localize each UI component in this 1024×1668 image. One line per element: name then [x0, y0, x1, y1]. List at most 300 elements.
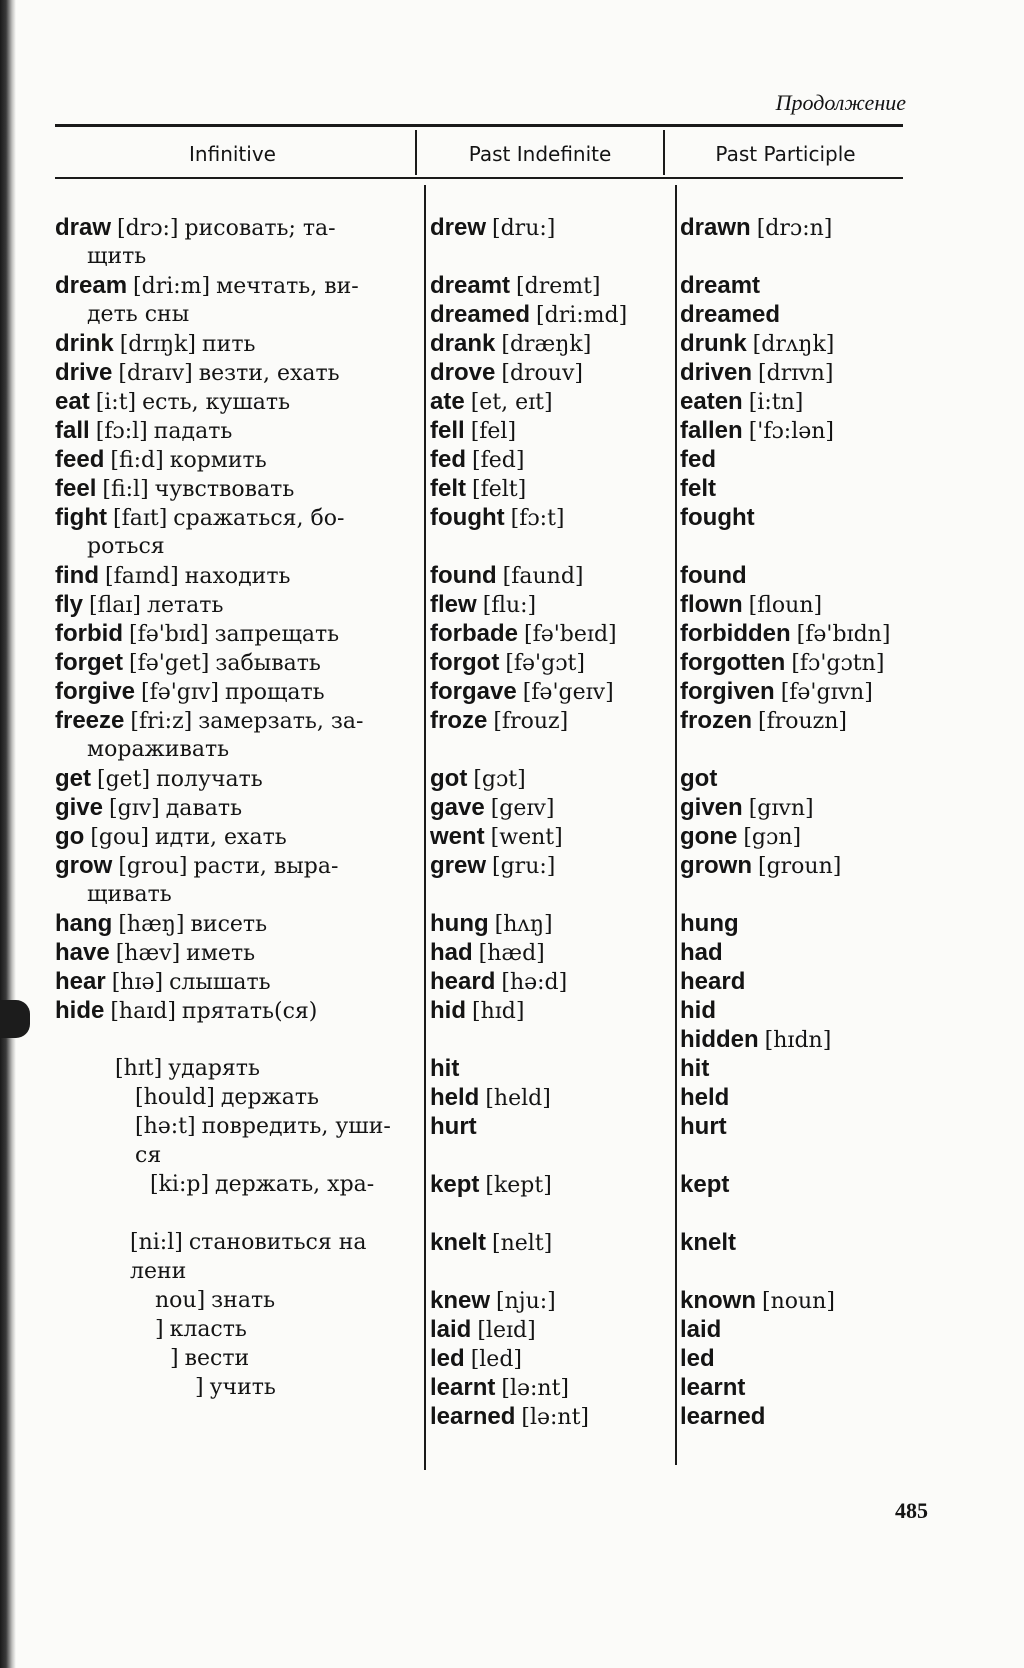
column-divider-2: [663, 130, 665, 175]
verb-form: led: [430, 1345, 465, 1372]
verb-form: hurt: [680, 1113, 727, 1140]
table-row: [680, 1402, 910, 1431]
table-row: [430, 1344, 670, 1373]
verb-form: drove: [430, 359, 496, 386]
translation: держать, хра-: [215, 1172, 375, 1197]
verb-form: forgotten: [680, 649, 786, 676]
table-row: [680, 1054, 910, 1083]
table-row: [430, 213, 670, 242]
table-row: [430, 1112, 670, 1141]
table-row: [680, 1315, 910, 1344]
table-row: [680, 793, 910, 822]
transcription: [ki:p]: [150, 1172, 210, 1197]
transcription: nou]: [155, 1288, 206, 1313]
transcription: [nelt]: [492, 1231, 553, 1256]
transcription: [frouz]: [493, 709, 569, 734]
table-row: [430, 648, 670, 677]
table-row: [680, 358, 910, 387]
table-row: [430, 735, 670, 764]
verb-form: forbidden: [680, 620, 791, 647]
transcription: [hɪd]: [472, 999, 525, 1024]
verb-form: feel: [55, 475, 97, 502]
transcription: [drʌŋk]: [752, 332, 835, 357]
transcription: [fə'gɔt]: [505, 651, 585, 676]
transcription: [kept]: [485, 1173, 552, 1198]
transcription: [groun]: [758, 854, 842, 879]
verb-form: heard: [430, 968, 496, 995]
table-row: [55, 1373, 420, 1402]
verb-form: knelt: [680, 1229, 737, 1256]
table-row: [430, 1083, 670, 1112]
table-row: [55, 1054, 420, 1083]
verb-form: felt: [430, 475, 466, 502]
translation: знать: [211, 1288, 276, 1313]
transcription: [faɪnd]: [104, 564, 179, 589]
table-row: [680, 880, 910, 909]
table-row: [430, 967, 670, 996]
verb-form: hang: [55, 910, 113, 937]
transcription: [fed]: [472, 448, 525, 473]
table-row: [55, 1199, 420, 1228]
verb-form: felt: [680, 475, 716, 502]
table-top-rule: [55, 124, 903, 127]
verb-form: gone: [680, 823, 738, 850]
table-row: [55, 735, 420, 764]
verb-form: had: [430, 939, 473, 966]
translation: повредить, уши-: [201, 1114, 391, 1139]
table-row: [430, 938, 670, 967]
transcription: [faund]: [502, 564, 584, 589]
verb-form: learnt: [430, 1374, 496, 1401]
table-row: [680, 1344, 910, 1373]
transcription: [noun]: [762, 1289, 835, 1314]
table-row: [55, 764, 420, 793]
table-row: [55, 909, 420, 938]
table-row: [680, 1170, 910, 1199]
verb-form: forgive: [55, 678, 136, 705]
verb-form: learned: [680, 1403, 766, 1430]
transcription: [faɪt]: [112, 506, 168, 531]
translation: висеть: [190, 912, 268, 937]
table-row: [55, 561, 420, 590]
verb-form: grown: [680, 852, 752, 879]
translation: лени: [130, 1259, 187, 1284]
verb-form: driven: [680, 359, 753, 386]
transcription: [get]: [97, 767, 151, 792]
table-row: [430, 300, 670, 329]
transcription: [hould]: [135, 1085, 215, 1110]
table-row: [430, 271, 670, 300]
verb-form: hidden: [680, 1026, 759, 1053]
transcription: [hæv]: [115, 941, 181, 966]
table-row: [55, 851, 420, 880]
translation: есть, кушать: [142, 390, 291, 415]
transcription: [led]: [470, 1347, 522, 1372]
transcription: [held]: [485, 1086, 551, 1111]
translation: держать: [220, 1085, 320, 1110]
transcription: [dri:m]: [133, 274, 211, 299]
verb-form: forgot: [430, 649, 500, 676]
table-row: [430, 909, 670, 938]
table-row: [430, 677, 670, 706]
infinitive-column: [55, 213, 420, 1402]
verb-form: dream: [55, 272, 128, 299]
verb-form: give: [55, 794, 104, 821]
transcription: [floun]: [748, 593, 823, 618]
transcription: [hɪdn]: [764, 1028, 832, 1053]
translation: получать: [156, 767, 263, 792]
transcription: [dri:md]: [536, 303, 628, 328]
verb-form: hit: [430, 1055, 460, 1082]
transcription: [hə:d]: [501, 970, 568, 995]
table-row: [680, 706, 910, 735]
translation: деть сны: [87, 302, 190, 327]
table-row: [680, 1199, 910, 1228]
transcription: [gou]: [90, 825, 149, 850]
verb-form: drew: [430, 214, 487, 241]
transcription: [hə:t]: [135, 1114, 196, 1139]
table-row: [55, 1344, 420, 1373]
table-row: [55, 996, 420, 1025]
transcription: [fɔ:t]: [510, 506, 565, 531]
verb-form: dreamed: [430, 301, 531, 328]
table-row: [680, 329, 910, 358]
transcription: [drɪŋk]: [119, 332, 196, 357]
translation: роться: [87, 534, 165, 559]
transcription: [dremt]: [516, 274, 601, 299]
table-row: [430, 1315, 670, 1344]
table-row: [55, 474, 420, 503]
table-row: [430, 851, 670, 880]
table-row: [680, 996, 910, 1025]
table-row: [430, 1228, 670, 1257]
translation: ударять: [168, 1056, 260, 1081]
verb-form: forbid: [55, 620, 123, 647]
transcription: [fə'gɪvn]: [780, 680, 873, 705]
verb-form: hear: [55, 968, 106, 995]
table-row: [55, 242, 420, 271]
table-row: [680, 851, 910, 880]
verb-form: led: [680, 1345, 715, 1372]
verb-form: drank: [430, 330, 496, 357]
table-row: [430, 358, 670, 387]
verb-form: forgiven: [680, 678, 775, 705]
table-row: [680, 300, 910, 329]
verb-form: got: [680, 765, 718, 792]
transcription: [gɪv]: [109, 796, 160, 821]
transcription: [drɪvn]: [758, 361, 834, 386]
table-row: [55, 1286, 420, 1315]
transcription: [hɪə]: [111, 970, 164, 995]
transcription: [hæŋ]: [118, 912, 185, 937]
translation: становиться на: [188, 1230, 367, 1255]
spine-mark: [0, 1000, 30, 1038]
table-row: [680, 387, 910, 416]
table-row: [55, 967, 420, 996]
verb-form: laid: [430, 1316, 472, 1343]
verb-form: fly: [55, 591, 84, 618]
verb-form: hung: [430, 910, 489, 937]
verb-form: drive: [55, 359, 113, 386]
table-row: [55, 1141, 420, 1170]
header-infinitive: Infinitive: [189, 142, 276, 166]
table-row: [55, 619, 420, 648]
table-row: [55, 503, 420, 532]
verb-form: hung: [680, 910, 739, 937]
table-row: [680, 909, 910, 938]
verb-form: heard: [680, 968, 746, 995]
transcription: [lə:nt]: [521, 1405, 590, 1430]
table-row: [55, 677, 420, 706]
translation: кормить: [169, 448, 267, 473]
verb-form: grow: [55, 852, 113, 879]
transcription: [fɔ'gɔtn]: [791, 651, 885, 676]
transcription: [gru:]: [492, 854, 556, 879]
transcription: [lə:nt]: [501, 1376, 570, 1401]
translation: падать: [153, 419, 233, 444]
table-row: [430, 996, 670, 1025]
translation: везти, ехать: [198, 361, 340, 386]
table-row: [680, 1373, 910, 1402]
verb-form: hid: [430, 997, 466, 1024]
table-row: [55, 358, 420, 387]
table-row: [680, 1257, 910, 1286]
verb-form: dreamt: [680, 272, 761, 299]
table-row: [430, 503, 670, 532]
verb-form: had: [680, 939, 723, 966]
page-spine-shadow: [0, 0, 16, 1668]
transcription: [fə'gɪv]: [141, 680, 219, 705]
transcription: [fɔ:l]: [95, 419, 148, 444]
verb-form: dreamt: [430, 272, 511, 299]
transcription: [et, eɪt]: [470, 390, 553, 415]
table-row: [680, 561, 910, 590]
table-row: [680, 1228, 910, 1257]
table-row: [680, 1141, 910, 1170]
table-row: [680, 532, 910, 561]
verb-form: grew: [430, 852, 487, 879]
verb-form: held: [430, 1084, 480, 1111]
transcription: [fi:l]: [102, 477, 149, 502]
table-row: [430, 706, 670, 735]
verb-form: froze: [430, 707, 488, 734]
verb-form: fed: [430, 446, 466, 473]
table-row: [680, 503, 910, 532]
transcription: [went]: [490, 825, 563, 850]
transcription: [dræŋk]: [501, 332, 592, 357]
table-row: [55, 1257, 420, 1286]
table-row: [430, 1141, 670, 1170]
table-row: [430, 1170, 670, 1199]
transcription: [i:tn]: [748, 390, 804, 415]
table-row: [680, 967, 910, 996]
table-row: [430, 880, 670, 909]
verb-form: learned: [430, 1403, 516, 1430]
table-row: [55, 590, 420, 619]
continued-label: Продолжение: [775, 90, 906, 115]
table-row: [55, 793, 420, 822]
transcription: [fə'bɪdn]: [796, 622, 891, 647]
table-row: [55, 329, 420, 358]
translation: замерзать, за-: [198, 709, 364, 734]
table-row: [680, 1112, 910, 1141]
transcription: [hæd]: [478, 941, 545, 966]
transcription: [felt]: [472, 477, 527, 502]
transcription: [fel]: [470, 419, 517, 444]
table-row: [55, 387, 420, 416]
table-row: [430, 561, 670, 590]
transcription: [leɪd]: [477, 1318, 536, 1343]
page-number: 485: [895, 1498, 928, 1523]
verb-form: dreamed: [680, 301, 781, 328]
verb-form: get: [55, 765, 91, 792]
verb-form: find: [55, 562, 99, 589]
table-row: [55, 445, 420, 474]
translation: прятать(ся): [181, 999, 318, 1024]
table-row: [680, 648, 910, 677]
verb-form: flew: [430, 591, 477, 618]
transcription: ['fɔ:lən]: [748, 419, 835, 444]
verb-form: frozen: [680, 707, 752, 734]
transcription: [frouzn]: [758, 709, 847, 734]
verb-form: forgave: [430, 678, 517, 705]
table-row: [55, 1083, 420, 1112]
translation: класть: [169, 1317, 247, 1342]
table-row: [680, 271, 910, 300]
table-row: [430, 1054, 670, 1083]
translation: летать: [147, 593, 224, 618]
table-row: [55, 648, 420, 677]
column-divider-1-body: [424, 185, 426, 1470]
table-row: [680, 822, 910, 851]
transcription: [gɪvn]: [748, 796, 814, 821]
verb-form: have: [55, 939, 110, 966]
verb-form: given: [680, 794, 743, 821]
verb-form: hit: [680, 1055, 710, 1082]
table-row: [55, 271, 420, 300]
verb-form: fought: [430, 504, 505, 531]
transcription: [i:t]: [95, 390, 137, 415]
table-row: [680, 938, 910, 967]
table-row: [430, 242, 670, 271]
column-divider-2-body: [675, 185, 677, 1465]
transcription: [flaɪ]: [89, 593, 142, 618]
verb-form: drink: [55, 330, 114, 357]
translation: чувствовать: [154, 477, 295, 502]
table-row: [680, 445, 910, 474]
transcription: [grou]: [118, 854, 188, 879]
verb-form: hide: [55, 997, 105, 1024]
verb-form: fed: [680, 446, 716, 473]
transcription: [hʌŋ]: [494, 912, 553, 937]
verb-form: ate: [430, 388, 465, 415]
table-row: [680, 677, 910, 706]
table-row: [430, 532, 670, 561]
table-row: [430, 619, 670, 648]
table-row: [430, 822, 670, 851]
transcription: [gɔn]: [743, 825, 802, 850]
table-row: [430, 474, 670, 503]
table-row: [430, 1257, 670, 1286]
table-row: [55, 532, 420, 561]
translation: рисовать; та-: [184, 216, 336, 241]
table-row: [55, 880, 420, 909]
verb-form: knelt: [430, 1229, 487, 1256]
transcription: [hɪt]: [115, 1056, 163, 1081]
transcription: [drɔ:]: [117, 216, 179, 241]
table-row: [680, 1083, 910, 1112]
verb-form: found: [680, 562, 747, 589]
translation: ся: [135, 1143, 162, 1168]
table-row: [680, 474, 910, 503]
transcription: [fə'beɪd]: [524, 622, 617, 647]
table-row: [430, 1373, 670, 1402]
translation: расти, выра-: [193, 854, 339, 879]
transcription: [gɔt]: [473, 767, 526, 792]
table-row: [430, 1199, 670, 1228]
table-row: [430, 764, 670, 793]
table-row: [55, 300, 420, 329]
verb-form: drawn: [680, 214, 751, 241]
transcription: [flu:]: [482, 593, 537, 618]
verb-form: kept: [430, 1171, 480, 1198]
verb-form: gave: [430, 794, 485, 821]
verb-form: forbade: [430, 620, 519, 647]
translation: щивать: [87, 882, 172, 907]
transcription: [fə'geɪv]: [522, 680, 614, 705]
table-row: [680, 242, 910, 271]
transcription: [fri:z]: [130, 709, 193, 734]
table-row: [430, 445, 670, 474]
translation: забывать: [215, 651, 321, 676]
table-row: [55, 938, 420, 967]
table-row: [680, 1286, 910, 1315]
verb-form: knew: [430, 1287, 491, 1314]
table-row: [55, 1228, 420, 1257]
verb-form: freeze: [55, 707, 125, 734]
table-row: [55, 706, 420, 735]
translation: слышать: [169, 970, 271, 995]
transcription: [fə'bɪd]: [128, 622, 209, 647]
translation: запрещать: [214, 622, 340, 647]
verb-form: fought: [680, 504, 755, 531]
table-row: [55, 822, 420, 851]
transcription: [nju:]: [496, 1289, 556, 1314]
translation: идти, ехать: [155, 825, 287, 850]
table-row: [55, 416, 420, 445]
verb-form: feed: [55, 446, 105, 473]
verb-form: kept: [680, 1171, 730, 1198]
table-row: [430, 1025, 670, 1054]
translation: иметь: [186, 941, 256, 966]
verb-form: learnt: [680, 1374, 746, 1401]
table-row: [680, 213, 910, 242]
verb-form: drunk: [680, 330, 747, 357]
translation: мечтать, ви-: [216, 274, 359, 299]
transcription: [geɪv]: [490, 796, 555, 821]
table-row: [55, 1170, 420, 1199]
table-row: [430, 416, 670, 445]
translation: мораживать: [87, 737, 230, 762]
verb-form: fall: [55, 417, 90, 444]
table-row: [55, 213, 420, 242]
verb-form: flown: [680, 591, 743, 618]
table-row: [680, 416, 910, 445]
column-divider-1: [415, 130, 417, 175]
verb-form: went: [430, 823, 485, 850]
verb-form: found: [430, 562, 497, 589]
table-row: [430, 329, 670, 358]
